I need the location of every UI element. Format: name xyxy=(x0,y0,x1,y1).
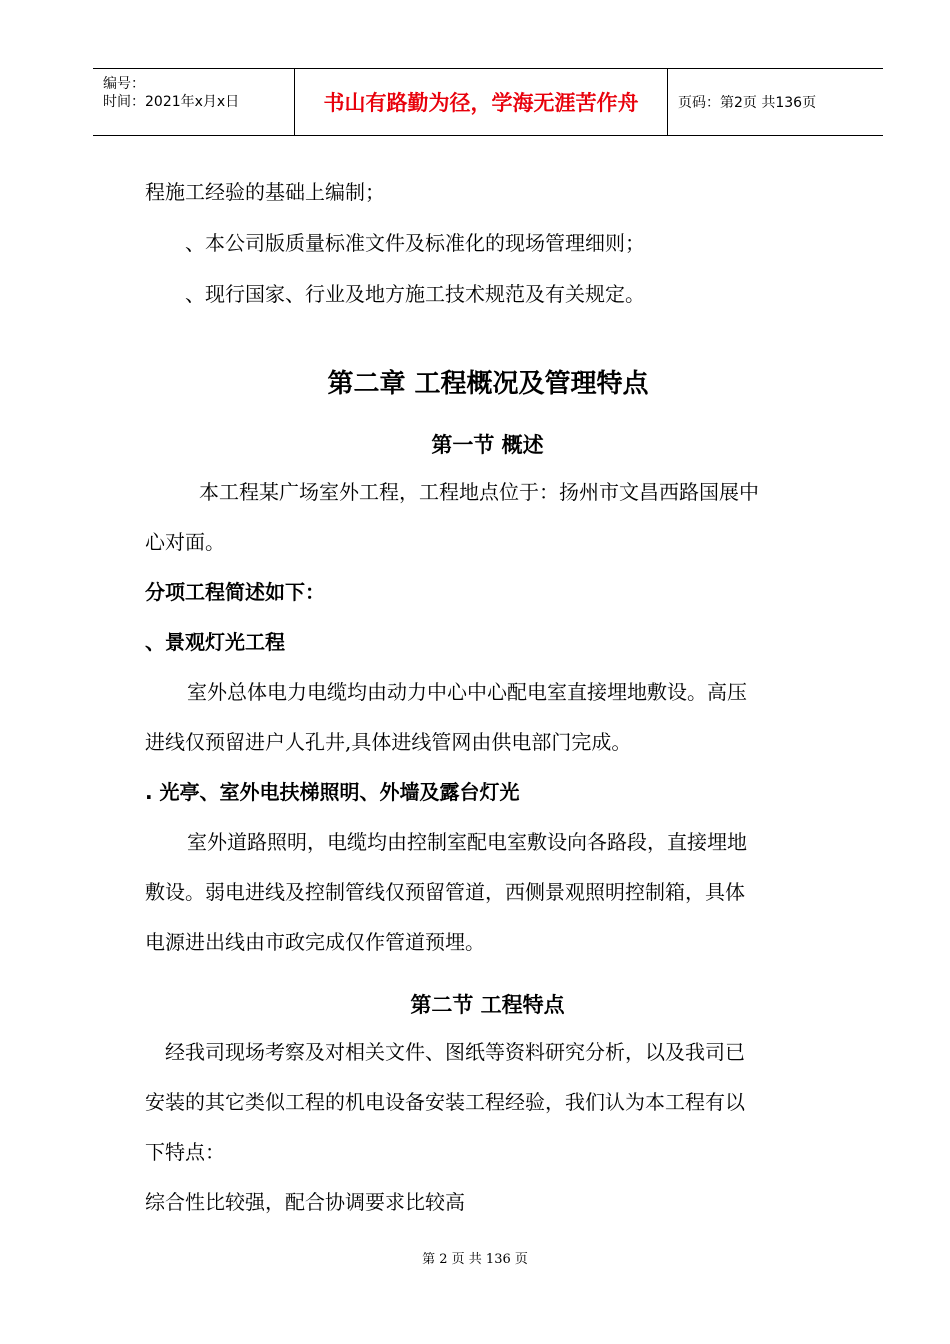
landscape-line-2: 进线仅预留进户人孔井,具体进线管网由供电部门完成。 xyxy=(145,730,632,754)
time-label: 时间：2021年x月x日 xyxy=(103,94,240,110)
overview-line-1: 本工程某广场室外工程，工程地点位于：扬州市文昌西路国展中 xyxy=(199,480,759,504)
road-lighting-line-1: 室外道路照明，电缆均由控制室配电室敷设向各路段，直接埋地 xyxy=(187,830,747,854)
features-line-2: 安装的其它类似工程的机电设备安装工程经验，我们认为本工程有以 xyxy=(145,1090,745,1114)
section-2-title: 第二节 工程特点 xyxy=(410,993,565,1017)
features-line-1: 经我司现场考察及对相关文件、图纸等资料研究分析，以及我司已 xyxy=(165,1040,745,1064)
overview-line-2: 心对面。 xyxy=(145,530,225,554)
chapter-title: 第二章 工程概况及管理特点 xyxy=(327,369,649,399)
page-footer: 第 2 页 共 136 页 xyxy=(422,1252,528,1267)
road-lighting-line-3: 电源进出线由市政完成仅作管道预埋。 xyxy=(145,930,485,954)
subitems-heading: 分项工程简述如下： xyxy=(145,580,325,604)
serial-number-label: 编号： xyxy=(103,76,145,92)
landscape-lighting-heading: 、景观灯光工程 xyxy=(145,630,285,654)
document-header xyxy=(93,68,883,136)
road-lighting-line-2: 敷设。弱电进线及控制管线仅预留管道，西侧景观照明控制箱，具体 xyxy=(145,880,745,904)
header-meta-cell xyxy=(93,69,295,135)
landscape-line-1: 室外总体电力电缆均由动力中心中心配电室直接埋地敷设。高压 xyxy=(187,680,747,704)
pavilion-lighting-heading: . 光亭、室外电扶梯照明、外墙及露台灯光 xyxy=(145,780,520,804)
section-1-title: 第一节 概述 xyxy=(431,433,544,457)
paragraph-2: 、本公司版质量标准文件及标准化的现场管理细则； xyxy=(185,231,645,255)
paragraph-3: 、现行国家、行业及地方施工技术规范及有关规定。 xyxy=(185,282,645,306)
features-line-4: 综合性比较强，配合协调要求比较高 xyxy=(145,1190,465,1214)
paragraph-1: 程施工经验的基础上编制； xyxy=(145,180,385,204)
header-motto: 书山有路勤为径，学海无涯苦作舟 xyxy=(295,69,668,135)
features-line-3: 下特点： xyxy=(145,1140,225,1164)
header-page-info: 页码：第2页 共136页 xyxy=(678,95,817,111)
